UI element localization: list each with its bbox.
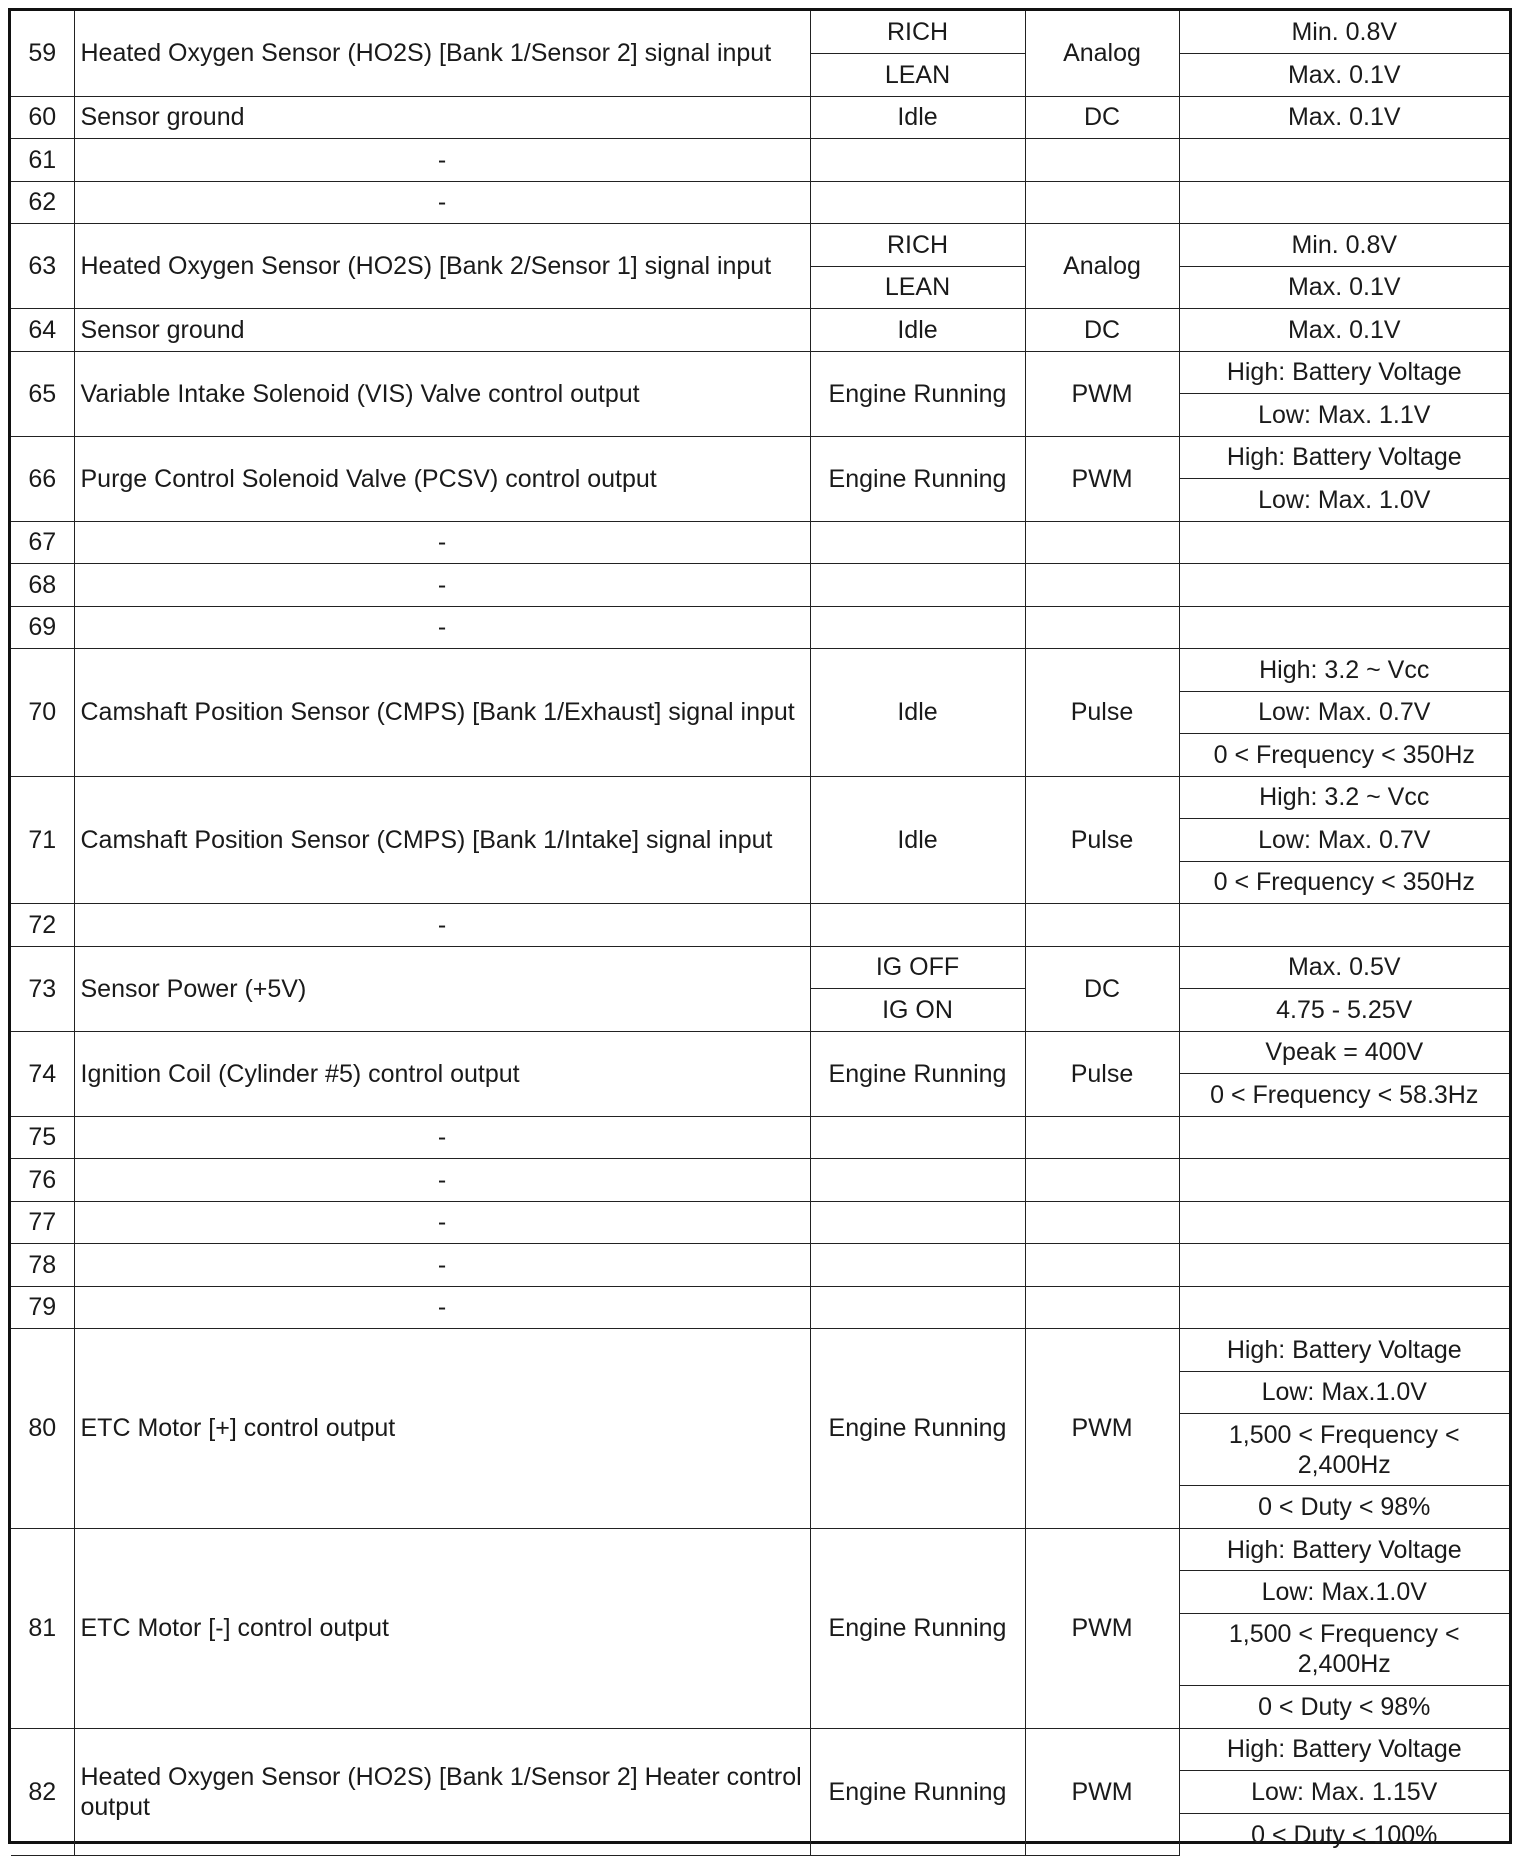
signal-type [1025, 1201, 1179, 1244]
signal-level: 1,500 < Frequency < 2,400Hz [1179, 1414, 1509, 1486]
table-row [11, 1528, 1509, 1571]
signal-level [1179, 1116, 1509, 1159]
signal-type [1025, 1116, 1179, 1159]
pin-number: 79 [11, 1286, 74, 1329]
table-row [11, 11, 1509, 54]
pin-description: ETC Motor [+] control output [74, 1329, 810, 1529]
check-condition: Engine Running [810, 1728, 1025, 1856]
pin-description: Heated Oxygen Sensor (HO2S) [Bank 2/Sensor 1] signal input [74, 224, 810, 309]
signal-type: Analog [1025, 11, 1179, 96]
signal-level: 0 < Duty < 98% [1179, 1686, 1509, 1729]
pin-description: Ignition Coil (Cylinder #5) control output [74, 1031, 810, 1116]
check-condition: Idle [810, 649, 1025, 777]
table-row [11, 649, 1509, 692]
pin-number: 67 [11, 521, 74, 564]
signal-level: High: 3.2 ~ Vcc [1179, 649, 1509, 692]
signal-level [1179, 181, 1509, 224]
table-row [11, 1201, 1509, 1244]
pin-description: Purge Control Solenoid Valve (PCSV) control output [74, 436, 810, 521]
signal-type [1025, 606, 1179, 649]
check-condition: Engine Running [810, 1528, 1025, 1728]
signal-level: Max. 0.5V [1179, 946, 1509, 989]
pin-number: 64 [11, 309, 74, 352]
pin-number: 66 [11, 436, 74, 521]
check-condition: Idle [810, 309, 1025, 352]
signal-type: PWM [1025, 1728, 1179, 1856]
pin-description: - [74, 1116, 810, 1159]
check-condition: Engine Running [810, 1031, 1025, 1116]
check-condition: RICH [810, 11, 1025, 54]
pin-description: Camshaft Position Sensor (CMPS) [Bank 1/Intake] signal input [74, 776, 810, 904]
pin-description: Heated Oxygen Sensor (HO2S) [Bank 1/Sensor 2] Heater control output [74, 1728, 810, 1856]
signal-level: Low: Max. 1.15V [1179, 1771, 1509, 1814]
signal-level: High: Battery Voltage [1179, 1728, 1509, 1771]
signal-level: High: Battery Voltage [1179, 436, 1509, 479]
signal-level: Max. 0.1V [1179, 266, 1509, 309]
pin-description: ETC Motor [-] control output [74, 1528, 810, 1728]
check-condition: Engine Running [810, 351, 1025, 436]
pin-number: 75 [11, 1116, 74, 1159]
table-row [11, 1329, 1509, 1372]
signal-type: Pulse [1025, 1031, 1179, 1116]
signal-level: Max. 0.1V [1179, 54, 1509, 97]
pin-description: Sensor ground [74, 309, 810, 352]
pin-description: - [74, 564, 810, 607]
table-row [11, 606, 1509, 649]
pin-number: 65 [11, 351, 74, 436]
pin-number: 69 [11, 606, 74, 649]
pin-number: 74 [11, 1031, 74, 1116]
pin-number: 80 [11, 1329, 74, 1529]
signal-type: DC [1025, 946, 1179, 1031]
signal-level: Low: Max.1.0V [1179, 1371, 1509, 1414]
check-condition [810, 564, 1025, 607]
check-condition [810, 521, 1025, 564]
pin-number: 82 [11, 1728, 74, 1856]
check-condition: Engine Running [810, 1329, 1025, 1529]
signal-level: High: Battery Voltage [1179, 1528, 1509, 1571]
signal-type: Analog [1025, 224, 1179, 309]
pin-description: - [74, 1159, 810, 1202]
table-row [11, 1728, 1509, 1771]
signal-level [1179, 1244, 1509, 1287]
check-condition [810, 1286, 1025, 1329]
signal-level: 0 < Frequency < 58.3Hz [1179, 1074, 1509, 1117]
check-condition [810, 904, 1025, 947]
pin-description: - [74, 139, 810, 182]
signal-level [1179, 564, 1509, 607]
table-row [11, 564, 1509, 607]
signal-level: 4.75 - 5.25V [1179, 989, 1509, 1032]
pin-table [11, 11, 1509, 1856]
signal-level [1179, 1286, 1509, 1329]
table-row [11, 1031, 1509, 1074]
check-condition: Idle [810, 776, 1025, 904]
signal-level: Max. 0.1V [1179, 309, 1509, 352]
signal-level: Low: Max. 1.1V [1179, 394, 1509, 437]
pin-description: Variable Intake Solenoid (VIS) Valve control output [74, 351, 810, 436]
signal-level [1179, 521, 1509, 564]
signal-level: Low: Max. 0.7V [1179, 691, 1509, 734]
signal-level: High: 3.2 ~ Vcc [1179, 776, 1509, 819]
pin-description: Sensor ground [74, 96, 810, 139]
signal-level: Min. 0.8V [1179, 224, 1509, 267]
table-row [11, 904, 1509, 947]
check-condition [810, 606, 1025, 649]
pin-description: Camshaft Position Sensor (CMPS) [Bank 1/Exhaust] signal input [74, 649, 810, 777]
check-condition: RICH [810, 224, 1025, 267]
table-row [11, 351, 1509, 394]
signal-type [1025, 1159, 1179, 1202]
pin-description: - [74, 1201, 810, 1244]
pin-description: - [74, 904, 810, 947]
signal-type: Pulse [1025, 649, 1179, 777]
pin-number: 62 [11, 181, 74, 224]
check-condition: LEAN [810, 54, 1025, 97]
signal-level [1179, 1159, 1509, 1202]
signal-level: Vpeak = 400V [1179, 1031, 1509, 1074]
signal-type [1025, 139, 1179, 182]
signal-level [1179, 606, 1509, 649]
signal-type: PWM [1025, 1528, 1179, 1728]
table-row [11, 521, 1509, 564]
pin-number: 63 [11, 224, 74, 309]
signal-level: 0 < Duty < 98% [1179, 1486, 1509, 1529]
signal-level: Low: Max. 0.7V [1179, 819, 1509, 862]
signal-type: DC [1025, 309, 1179, 352]
check-condition: LEAN [810, 266, 1025, 309]
signal-level [1179, 1201, 1509, 1244]
pin-number: 60 [11, 96, 74, 139]
signal-type: DC [1025, 96, 1179, 139]
pin-number: 73 [11, 946, 74, 1031]
pin-description: - [74, 606, 810, 649]
check-condition [810, 1116, 1025, 1159]
pin-number: 70 [11, 649, 74, 777]
table-row [11, 1159, 1509, 1202]
signal-type [1025, 564, 1179, 607]
signal-level: Low: Max. 1.0V [1179, 479, 1509, 522]
pin-number: 81 [11, 1528, 74, 1728]
signal-level [1179, 904, 1509, 947]
signal-level [1179, 139, 1509, 182]
table-row [11, 946, 1509, 989]
signal-level: 0 < Frequency < 350Hz [1179, 734, 1509, 777]
signal-level: Min. 0.8V [1179, 11, 1509, 54]
table-row [11, 309, 1509, 352]
signal-type: Pulse [1025, 776, 1179, 904]
check-condition: Engine Running [810, 436, 1025, 521]
signal-type [1025, 521, 1179, 564]
pin-description: Heated Oxygen Sensor (HO2S) [Bank 1/Sensor 2] signal input [74, 11, 810, 96]
check-condition [810, 139, 1025, 182]
pin-specification-sheet [8, 8, 1512, 1849]
signal-level: 0 < Duty < 100% [1179, 1813, 1509, 1856]
check-condition [810, 181, 1025, 224]
check-condition: Idle [810, 96, 1025, 139]
table-row [11, 181, 1509, 224]
pin-number: 71 [11, 776, 74, 904]
signal-level: High: Battery Voltage [1179, 1329, 1509, 1372]
signal-level: High: Battery Voltage [1179, 351, 1509, 394]
pin-description: - [74, 1286, 810, 1329]
signal-type: PWM [1025, 351, 1179, 436]
signal-level: 1,500 < Frequency < 2,400Hz [1179, 1613, 1509, 1685]
pin-number: 68 [11, 564, 74, 607]
table-row [11, 96, 1509, 139]
check-condition: IG ON [810, 989, 1025, 1032]
table-row [11, 224, 1509, 267]
table-row [11, 139, 1509, 182]
pin-description: Sensor Power (+5V) [74, 946, 810, 1031]
signal-level: 0 < Frequency < 350Hz [1179, 861, 1509, 904]
pin-number: 61 [11, 139, 74, 182]
pin-number: 77 [11, 1201, 74, 1244]
pin-number: 78 [11, 1244, 74, 1287]
pin-number: 76 [11, 1159, 74, 1202]
signal-type [1025, 1286, 1179, 1329]
table-row [11, 1244, 1509, 1287]
table-row [11, 776, 1509, 819]
signal-type [1025, 1244, 1179, 1287]
signal-level: Low: Max.1.0V [1179, 1571, 1509, 1614]
check-condition [810, 1244, 1025, 1287]
pin-number: 59 [11, 11, 74, 96]
signal-type [1025, 181, 1179, 224]
check-condition: IG OFF [810, 946, 1025, 989]
pin-description: - [74, 181, 810, 224]
pin-description: - [74, 521, 810, 564]
table-row [11, 436, 1509, 479]
signal-type: PWM [1025, 436, 1179, 521]
signal-type: PWM [1025, 1329, 1179, 1529]
table-row [11, 1116, 1509, 1159]
signal-type [1025, 904, 1179, 947]
check-condition [810, 1201, 1025, 1244]
check-condition [810, 1159, 1025, 1202]
pin-number: 72 [11, 904, 74, 947]
pin-description: - [74, 1244, 810, 1287]
table-row [11, 1286, 1509, 1329]
signal-level: Max. 0.1V [1179, 96, 1509, 139]
